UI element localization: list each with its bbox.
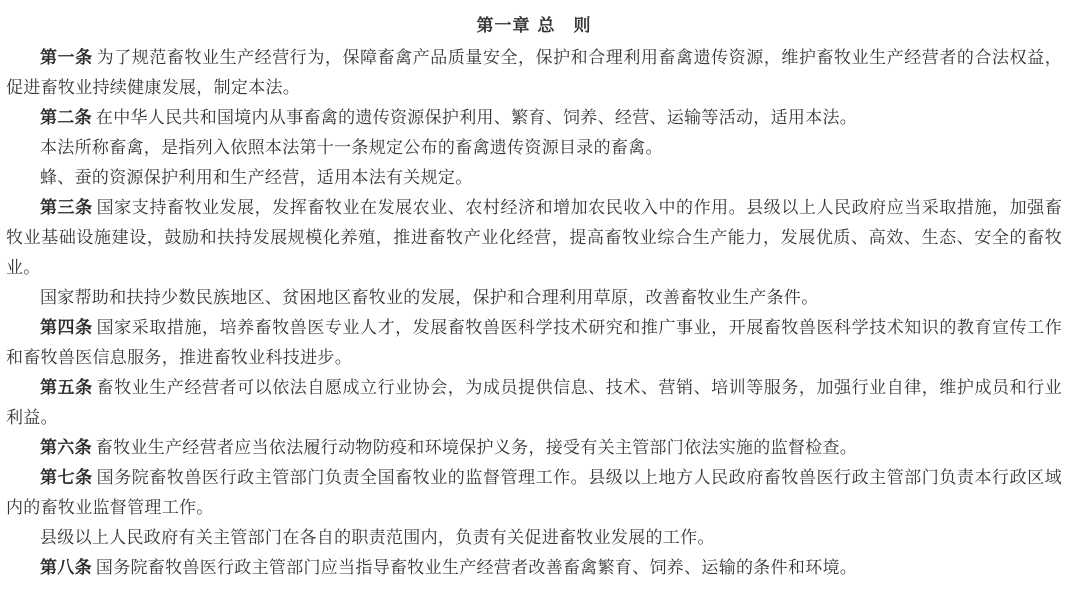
article-label: 第四条 bbox=[40, 318, 93, 338]
article-label: 第二条 bbox=[40, 108, 92, 128]
chapter-title: 第一章 总 则 bbox=[476, 16, 592, 36]
article-label: 第六条 bbox=[40, 438, 92, 458]
article-3 bbox=[6, 193, 1062, 283]
article-2-paragraph-3 bbox=[6, 163, 1062, 193]
article-label: 第八条 bbox=[40, 558, 92, 578]
paragraph-text: 县级以上人民政府有关主管部门在各自的职责范围内，负责有关促进畜牧业发展的工作。 bbox=[40, 528, 715, 548]
article-8 bbox=[6, 553, 1062, 583]
article-text: 国家采取措施，培养畜牧兽医专业人才，发展畜牧兽医科学技术研究和推广事业，开展畜牧兽医科学技术知识的教育宣传工作和畜牧兽医信息服务，推进畜牧业科技进步。 bbox=[6, 318, 1062, 368]
paragraph-text: 蜂、蚕的资源保护利用和生产经营，适用本法有关规定。 bbox=[40, 168, 473, 188]
paragraph-text: 国家帮助和扶持少数民族地区、贫困地区畜牧业的发展，保护和合理利用草原，改善畜牧业生产条件。 bbox=[40, 288, 819, 308]
article-1 bbox=[6, 43, 1062, 103]
article-label: 第七条 bbox=[40, 468, 93, 488]
article-label: 第一条 bbox=[40, 48, 93, 68]
article-text: 国务院畜牧兽医行政主管部门负责全国畜牧业的监督管理工作。县级以上地方人民政府畜牧兽医行政主管部门负责本行政区域内的畜牧业监督管理工作。 bbox=[6, 468, 1062, 518]
article-label: 第三条 bbox=[40, 198, 93, 218]
article-6 bbox=[6, 433, 1062, 463]
article-7 bbox=[6, 463, 1062, 523]
article-7-paragraph-2 bbox=[6, 523, 1062, 553]
article-text: 在中华人民共和国境内从事畜禽的遗传资源保护利用、繁育、饲养、经营、运输等活动，适用本法。 bbox=[95, 108, 858, 128]
paragraph-text: 本法所称畜禽，是指列入依照本法第十一条规定公布的畜禽遗传资源目录的畜禽。 bbox=[40, 138, 663, 158]
article-text: 畜牧业生产经营者可以依法自愿成立行业协会，为成员提供信息、技术、营销、培训等服务，加强行业自律，维护成员和行业利益。 bbox=[6, 378, 1062, 428]
article-label: 第五条 bbox=[40, 378, 93, 398]
article-text: 为了规范畜牧业生产经营行为，保障畜禽产品质量安全，保护和合理利用畜禽遗传资源，维护畜牧业生产经营者的合法权益，促进畜牧业持续健康发展，制定本法。 bbox=[6, 48, 1062, 98]
article-text: 畜牧业生产经营者应当依法履行动物防疫和环境保护义务，接受有关主管部门依法实施的监督检查。 bbox=[95, 438, 858, 458]
article-5 bbox=[6, 373, 1062, 433]
article-2 bbox=[6, 103, 1062, 133]
article-text: 国家支持畜牧业发展，发挥畜牧业在发展农业、农村经济和增加农民收入中的作用。县级以上人民政府应当采取措施，加强畜牧业基础设施建设，鼓励和扶持发展规模化养殖，推进畜牧产业化经营，提高畜牧业综合生产能力，发展优质、高效、生态、安全的畜牧业。 bbox=[6, 198, 1062, 278]
article-text: 国务院畜牧兽医行政主管部门应当指导畜牧业生产经营者改善畜禽繁育、饲养、运输的条件和环境。 bbox=[95, 558, 858, 578]
article-3-paragraph-2 bbox=[6, 283, 1062, 313]
article-2-paragraph-2 bbox=[6, 133, 1062, 163]
article-4 bbox=[6, 313, 1062, 373]
